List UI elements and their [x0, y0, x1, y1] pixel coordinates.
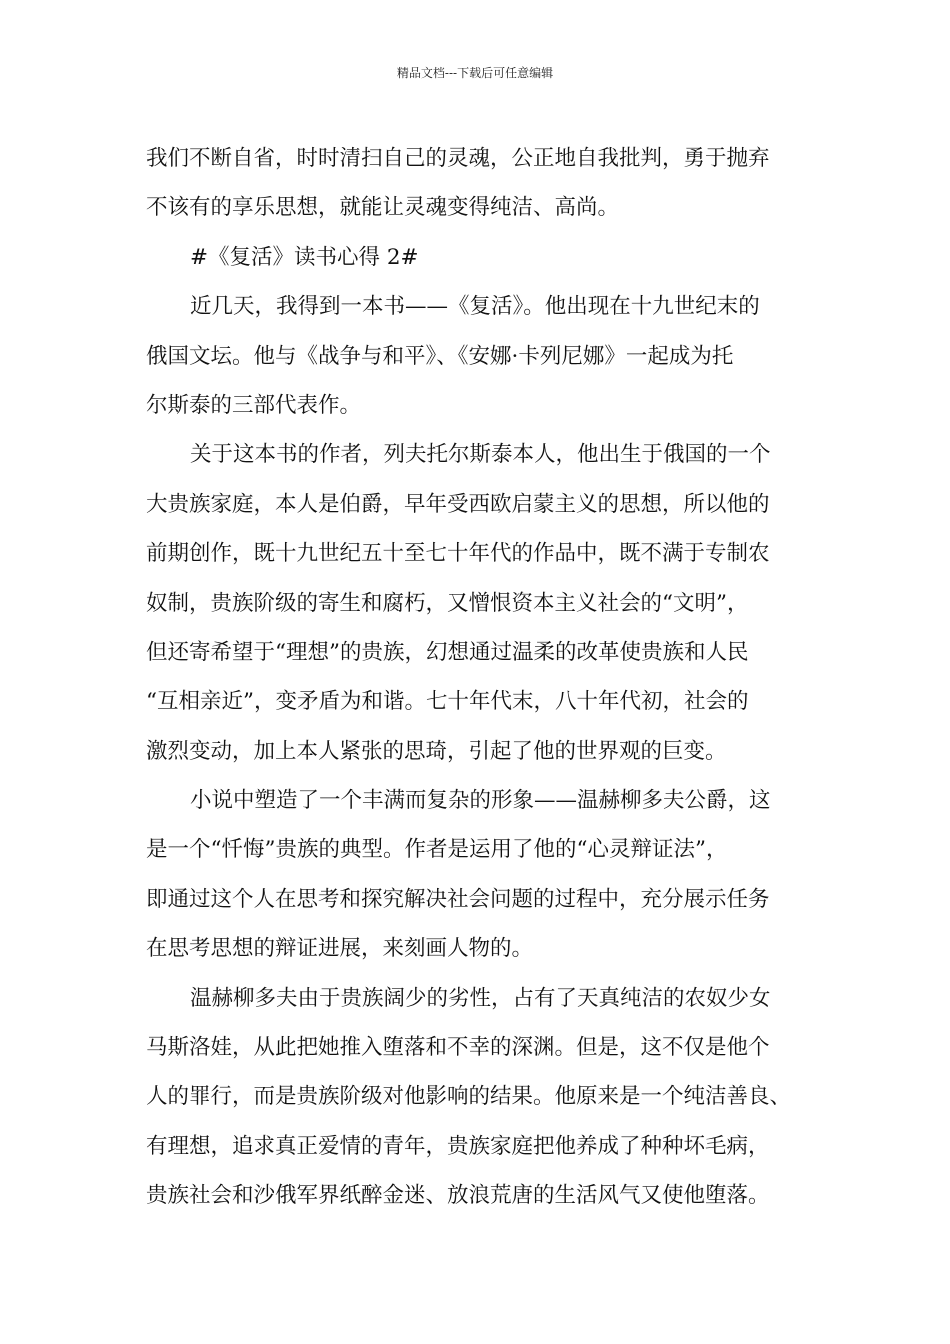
document-body — [146, 134, 810, 1221]
text-line: 但还寄希望于“理想”的贵族，幻想通过温柔的改革使贵族和人民 — [146, 639, 749, 665]
text-line: 激烈变动，加上本人紧张的思琦，引起了他的世界观的巨变。 — [146, 738, 727, 764]
text-line: 有理想，追求真正爱情的青年，贵族家庭把他养成了种种坏毛病， — [146, 1133, 770, 1159]
text-line: #《复活》读书心得 2# — [190, 244, 419, 270]
text-line: 俄国文坛。他与《战争与和平》、《安娜·卡列尼娜》一起成为托 — [146, 343, 734, 369]
text-line: “互相亲近”，变矛盾为和谐。七十年代末，八十年代初，社会的 — [146, 689, 749, 715]
text-line: 温赫柳多夫由于贵族阔少的劣性，占有了天真纯洁的农奴少女 — [190, 985, 771, 1011]
text-line: 前期创作，既十九世纪五十至七十年代的作品中，既不满于专制农 — [146, 541, 770, 567]
text-line: 我们不断自省，时时清扫自己的灵魂，公正地自我批判，勇于抛弃 — [146, 146, 770, 171]
text-line: 不该有的享乐思想，就能让灵魂变得纯洁、高尚。 — [146, 195, 620, 221]
text-line: 小说中塑造了一个丰满而复杂的形象——温赫柳多夫公爵，这 — [190, 788, 771, 814]
page-header: 精品文档---下载后可任意编辑 — [396, 66, 554, 80]
text-line: 在思考思想的辩证进展，来刻画人物的。 — [146, 936, 534, 962]
text-line: 人的罪行，而是贵族阶级对他影响的结果。他原来是一个纯洁善良、 — [146, 1084, 792, 1110]
text-line: 尔斯泰的三部代表作。 — [146, 392, 362, 418]
text-line: 马斯洛娃，从此把她推入堕落和不幸的深渊。但是，这不仅是他个 — [146, 1035, 770, 1061]
text-line: 关于这本书的作者，列夫托尔斯泰本人，他出生于俄国的一个 — [190, 442, 771, 468]
text-line: 近几天，我得到一本书——《复活》。他出现在十九世纪末的 — [190, 294, 760, 320]
text-line: 大贵族家庭，本人是伯爵，早年受西欧启蒙主义的思想，所以他的 — [146, 491, 770, 517]
text-line: 是一个“忏悔”贵族的典型。作者是运用了他的“心灵辩证法”， — [146, 837, 728, 863]
text-line: 贵族社会和沙俄军界纸醉金迷、放浪荒唐的生活风气又使他堕落。 — [146, 1183, 770, 1209]
text-line: 奴制，贵族阶级的寄生和腐朽，又憎恨资本主义社会的“文明”， — [146, 590, 749, 616]
text-line: 即通过这个人在思考和探究解决社会问题的过程中，充分展示任务 — [146, 886, 770, 912]
